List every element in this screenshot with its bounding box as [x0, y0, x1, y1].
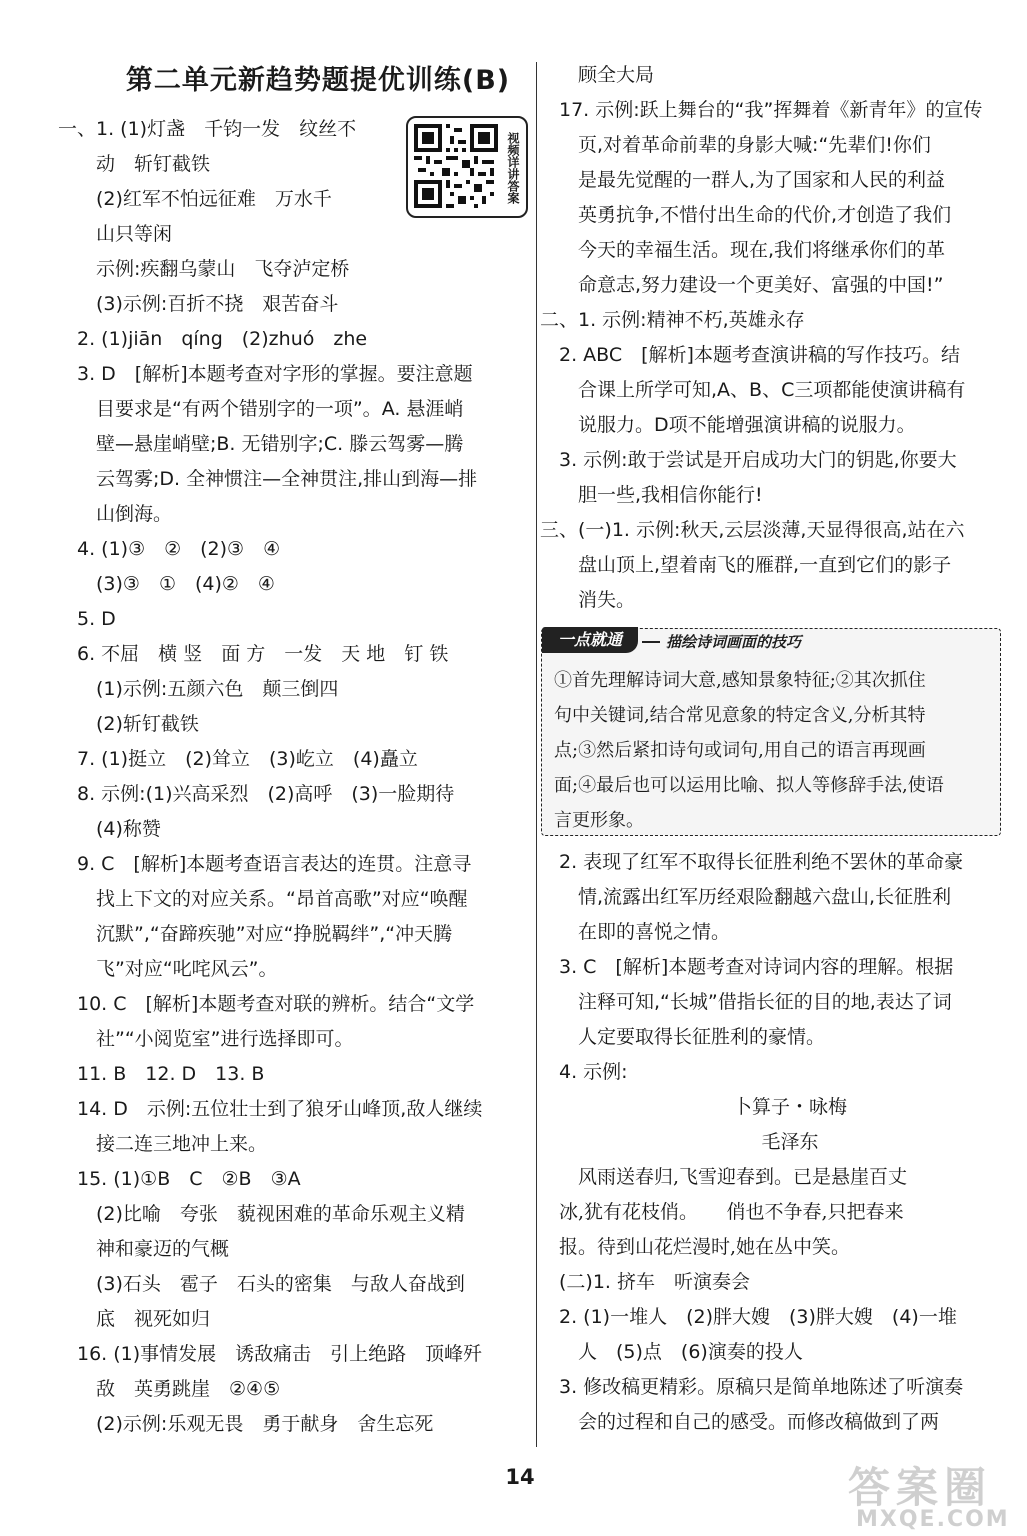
answer-line: (2)比喻 夸张 藐视困难的革命乐观主义精: [58, 1203, 465, 1225]
tip-text: [554, 663, 994, 838]
answer-line: 说服力。D项不能增强演讲稿的说服力。: [540, 414, 916, 436]
answer-line: 三、(一)1. 示例:秋天,云层淡薄,天显得很高,站在六: [540, 519, 965, 541]
poem-title: 卜算子・咏梅: [732, 1096, 847, 1118]
answer-line: 胆一些,我相信你能行!: [540, 484, 763, 506]
answer-line: 15. (1)①B C ②B ③A: [58, 1168, 301, 1190]
answer-line: 今天的幸福生活。现在,我们将继承你们的革: [540, 239, 946, 261]
poem-line: 风雨送春归,飞雪迎春到。已是悬崖百丈: [540, 1166, 908, 1188]
poem-author: 毛泽东: [761, 1131, 819, 1153]
answer-line: 山只等闲: [58, 223, 173, 245]
answer-line: 9. C [解析]本题考查语言表达的连贯。注意寻: [58, 853, 472, 875]
answer-line: 人 (5)点 (6)演奏的投人: [540, 1341, 803, 1363]
watermark-text: 答案圈: [848, 1463, 993, 1512]
tip-box: [541, 628, 1001, 836]
answer-line: 注释可知,“长城”借指长征的目的地,表达了词: [540, 991, 952, 1013]
answer-line: 8. 示例:(1)兴高采烈 (2)高呼 (3)一脸期待: [58, 783, 455, 805]
answer-line: (3)示例:百折不挠 艰苦奋斗: [58, 293, 339, 315]
tip-line: 面;④最后也可以运用比喻、拟人等修辞手法,使语: [554, 775, 944, 796]
answer-line: 4. 示例:: [540, 1061, 628, 1083]
answer-line: (4)称赞: [58, 818, 161, 840]
answer-line: 动 斩钉截铁: [58, 153, 211, 175]
answer-line: 7. (1)挺立 (2)耸立 (3)屹立 (4)矗立: [58, 748, 418, 770]
answer-line: 人定要取得长征胜利的豪情。: [540, 1026, 826, 1048]
tip-line: 言更形象。: [554, 810, 644, 831]
answer-line: 6. 不屈 横 竖 面 方 一发 天 地 钉 铁: [58, 643, 449, 665]
answer-line: (2)斩钉截铁: [58, 713, 199, 735]
answer-line: (3)③ ① (4)② ④: [58, 573, 275, 595]
answer-line: 3. 修改稿更精彩。原稿只是简单地陈述了听演奏: [540, 1376, 964, 1398]
answer-line: 2. 表现了红军不取得长征胜利绝不罢休的革命豪: [540, 851, 964, 873]
left-column: [58, 112, 528, 1442]
right-column: [540, 58, 1010, 618]
answer-line: 一、1. (1)灯盏 千钧一发 纹丝不: [58, 118, 357, 140]
answer-line: 5. D: [58, 608, 116, 630]
tip-line: 点;③然后紧扣诗句或词句,用自己的语言再现画: [554, 740, 926, 761]
answer-line: 2. ABC [解析]本题考查演讲稿的写作技巧。结: [540, 344, 960, 366]
answer-line: 敌 英勇跳崖 ②④⑤: [58, 1378, 281, 1400]
answer-line: 云驾雾;D. 全神惯注—全神贯注,排山到海—排: [58, 468, 478, 490]
poem-line: 报。待到山花烂漫时,她在丛中笑。: [540, 1236, 851, 1258]
answer-line: 示例:疾翻乌蒙山 飞夺泸定桥: [58, 258, 350, 280]
answer-line: 页,对着革命前辈的身影大喊:“先辈们!你们: [540, 134, 931, 156]
answer-line: 10. C [解析]本题考查对联的辨析。结合“文学: [58, 993, 475, 1015]
answer-line: (3)石头 雹子 石头的密集 与敌人奋战到: [58, 1273, 465, 1295]
page-title: 第二单元新趋势题提优训练(B): [125, 65, 511, 96]
answer-line: 17. 示例:跃上舞台的“我”挥舞着《新青年》的宣传: [540, 99, 983, 121]
tip-badge: 一点就通: [542, 627, 638, 653]
answer-line: 沉默”,“奋蹄疾驰”对应“挣脱羁绊”,“冲天腾: [58, 923, 453, 945]
answer-line: 英勇抗争,不惜付出生命的代价,才创造了我们: [540, 204, 952, 226]
answer-line: 16. (1)事情发展 诱敌痛击 引上绝路 顶峰歼: [58, 1343, 483, 1365]
answer-line: 3. C [解析]本题考查对诗词内容的理解。根据: [540, 956, 954, 978]
watermark-logo: [842, 1455, 1022, 1533]
tip-title: 描绘诗词画面的技巧: [666, 633, 802, 651]
answer-line: 14. D 示例:五位壮士到了狼牙山峰顶,敌人继续: [58, 1098, 483, 1120]
answer-line: 会的过程和自己的感受。而修改稿做到了两: [540, 1411, 940, 1433]
answer-line: 3. 示例:敢于尝试是开启成功大门的钥匙,你要大: [540, 449, 957, 471]
answer-line: 目要求是“有两个错别字的一项”。A. 悬涯峭: [58, 398, 464, 420]
answer-line: (2)示例:乐观无畏 勇于献身 舍生忘死: [58, 1413, 434, 1435]
right-column-lower: [540, 845, 1010, 1440]
answer-line: 山倒海。: [58, 503, 173, 525]
page-number: 14: [505, 1465, 535, 1489]
answer-line: 情,流露出红军历经艰险翻越六盘山,长征胜利: [540, 886, 952, 908]
poem-line: 冰,犹有花枝俏。 俏也不争春,只把春来: [540, 1201, 904, 1223]
answer-line: (二)1. 挤车 听演奏会: [540, 1271, 750, 1293]
answer-line: 飞”对应“叱咤风云”。: [58, 958, 278, 980]
answer-line: 二、1. 示例:精神不朽,英雄永存: [540, 309, 805, 331]
answer-line: (1)示例:五颜六色 颠三倒四: [58, 678, 339, 700]
answer-line: 底 视死如归: [58, 1308, 211, 1330]
tip-rule: [642, 641, 660, 643]
watermark-url: MXQE.COM: [856, 1507, 1010, 1532]
tip-line: 句中关键词,结合常见意象的特定含义,分析其特: [554, 705, 926, 726]
answer-line: 11. B 12. D 13. B: [58, 1063, 265, 1085]
answer-line: 盘山顶上,望着南飞的雁群,一直到它们的影子: [540, 554, 952, 576]
answer-line: 社”“小阅览室”进行选择即可。: [58, 1028, 354, 1050]
answer-line: 4. (1)③ ② (2)③ ④: [58, 538, 281, 560]
column-divider: [536, 62, 537, 1447]
answer-line: 壁—悬崖峭壁;B. 无错别字;C. 滕云驾雾—腾: [58, 433, 464, 455]
answer-line: 消失。: [540, 589, 636, 611]
answer-line: 是最先觉醒的一群人,为了国家和人民的利益: [540, 169, 946, 191]
answer-line: 2. (1)jiān qíng (2)zhuó zhe: [58, 328, 368, 350]
answer-line: (2)红军不怕远征难 万水千: [58, 188, 332, 210]
answer-line: 接二连三地冲上来。: [58, 1133, 268, 1155]
qr-label: 视频详讲答案: [506, 132, 520, 204]
answer-line: 在即的喜悦之情。: [540, 921, 731, 943]
tip-line: ①首先理解诗词大意,感知景象特征;②其次抓住: [554, 670, 926, 691]
answer-line: 神和豪迈的气概: [58, 1238, 230, 1260]
answer-line: 2. (1)一堆人 (2)胖大嫂 (3)胖大嫂 (4)一堆: [540, 1306, 957, 1328]
answer-line: 合课上所学可知,A、B、C三项都能使演讲稿有: [540, 379, 966, 401]
answer-line: 3. D [解析]本题考查对字形的掌握。要注意题: [58, 363, 473, 385]
answer-line: 顾全大局: [540, 64, 655, 86]
answer-line: 找上下文的对应关系。“昂首高歌”对应“唤醒: [58, 888, 468, 910]
answer-line: 命意志,努力建设一个更美好、富强的中国!”: [540, 274, 944, 296]
